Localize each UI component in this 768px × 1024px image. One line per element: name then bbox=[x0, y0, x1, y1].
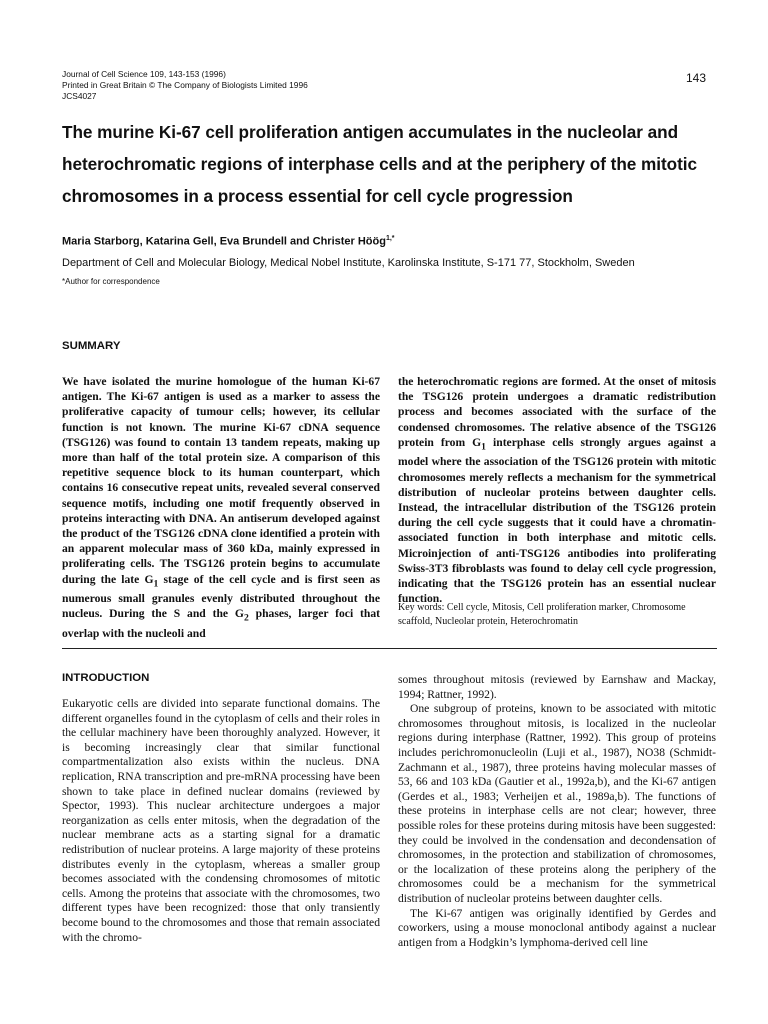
correspondence-note: *Author for correspondence bbox=[62, 277, 160, 286]
keywords: Key words: Cell cycle, Mitosis, Cell proliferation marker, Chromosome scaffold, Nucleolar protein, Heterochromatin bbox=[398, 602, 686, 627]
paper-title: The murine Ki-67 cell proliferation antigen accumulates in the nucleolar and heterochromatic regions of interphase cells and at the periphery of the mitotic chromosomes in a process essential for cell cycle progression bbox=[62, 122, 697, 206]
page-number: 143 bbox=[686, 71, 707, 85]
journal-copyright: Printed in Great Britain © The Company of Biologists Limited 1996 bbox=[62, 80, 308, 90]
introduction-heading: INTRODUCTION bbox=[62, 672, 150, 684]
introduction-left-column bbox=[62, 697, 380, 945]
author-marks: 1,* bbox=[385, 235, 395, 242]
subscript: 2 bbox=[243, 612, 249, 624]
summary-paragraph-left bbox=[62, 374, 380, 641]
summary-text: phases, larger foci that overlap with the nucleoli and bbox=[62, 607, 380, 640]
journal-code: JCS4027 bbox=[62, 91, 97, 101]
author-names: Maria Starborg, Katarina Gell, Eva Brundell and Christer Höög bbox=[62, 235, 386, 248]
introduction-right-column bbox=[398, 673, 716, 950]
subscript: 1 bbox=[481, 441, 486, 453]
journal-citation: Journal of Cell Science 109, 143-153 (1996) bbox=[62, 69, 226, 79]
summary-right-column bbox=[398, 374, 716, 606]
summary-text: the heterochromatic regions are formed. At the onset of mitosis the TSG126 protein undergoes a dramatic redistribution process and becomes associated with the surface of the condensed chromosomes. The relative absence of the TSG126 protein from G bbox=[398, 375, 716, 449]
introduction-paragraph: somes throughout mitosis (reviewed by Earnshaw and Mackay, 1994; Rattner, 1992). bbox=[398, 673, 716, 701]
introduction-paragraph: One subgroup of proteins, known to be associated with mitotic chromosomes throughout mitosis, is localized in the nucleolar regions during interphase (Rattner, 1992). This group of proteins includes perichromonucleolin (Luji et al., 1987), NO38 (Schmidt-Zachmann et al., 1987), three proteins having molecular masses of 53, 66 and 103 kDa (Gautier et al., 1992a,b), and the Ki-67 antigen (Gerdes et al., 1983; Verheijen et al., 1989a,b). The functions of these proteins in interphase cells are not clear; however, three possible roles for these proteins during mitosis have been suggested: they could be involved in the condensation and decondensation of chromosomes, in the protection and stabilization of chromosomes, or the localization of these proteins along the periphery of the chromosomes could be a mechanism for the symmetrical distribution of nucleolar proteins between daughter cells. bbox=[398, 702, 716, 905]
summary-heading: SUMMARY bbox=[62, 340, 121, 352]
introduction-paragraph: Eukaryotic cells are divided into separate functional domains. The different organelles found in the cytoplasm of cells and their roles in the cellular machinery have been thoroughly analyzed. However, it is becoming increasingly clear that similar functional compartmentalization also exists within the nucleus. DNA replication, RNA transcription and pre-mRNA processing have been shown to take place in defined nuclear domains (reviewed by Spector, 1993). This nuclear architecture undergoes a major reorganization as cells enter mitosis, when the degradation of the nuclear membrane acts as a starting signal for a dramatic redistribution of nuclear proteins. A large majority of these proteins distributes evenly in the cytoplasm, whereas a smaller group becomes associated with the condensing chromosomes of mitotic cells. Among the proteins that associate with the chromosomes, two different types have been recognized: those that only transiently become bound to the chromosomes and those that remain associated with the chromo- bbox=[62, 697, 380, 944]
affiliation: Department of Cell and Molecular Biology, Medical Nobel Institute, Karolinska Institute, S-171 77, Stockholm, Sweden bbox=[62, 257, 635, 269]
introduction-paragraph: The Ki-67 antigen was originally identified by Gerdes and coworkers, using a mouse monoclonal antibody against a nuclear antigen from a Hodgkin’s lymphoma-derived cell line bbox=[398, 906, 716, 949]
summary-text: We have isolated the murine homologue of the human Ki-67 antigen. The Ki-67 antigen is used as a marker to assess the proliferative capacity of tumour cells; however, its cellular function is not known. The murine Ki-67 cDNA sequence (TSG126) was found to contain 13 tandem repeats, making up more than half of the total protein size. A comparison of this repetitive sequence block to its human counterpart, which contains 16 consecutive repeat units, revealed several conserved sequence motifs, including one motif frequently observed in proteins interacting with DNA. An antiserum developed against the product of the TSG126 cDNA clone identified a protein with an apparent molecular mass of 360 kDa, mainly expressed in proliferating cells. The TSG126 protein begins to accumulate during the late G bbox=[62, 375, 380, 586]
journal-info bbox=[62, 69, 308, 102]
section-divider bbox=[62, 648, 717, 649]
summary-text: interphase cells strongly argues against a model where the association of the TSG126 protein with mitotic chromosomes merely reflects a mechanism for the symmetrical distribution of nucleolar proteins between daughter cells. Instead, the intracellular distribution of the TSG126 protein during the cell cycle suggests that it could have a chromatin-associated function in both interphase and mitotic cells. Microinjection of anti-TSG126 antibodies into proliferating Swiss-3T3 fibroblasts was found to delay cell cycle progression, indicating that the TSG126 protein has an essential nuclear function. bbox=[398, 435, 716, 606]
author-list bbox=[62, 235, 395, 248]
subscript: 1 bbox=[153, 577, 159, 589]
summary-text: stage of the cell cycle and is first seen as numerous small granules evenly distributed throughout the nucleus. During the S and the G bbox=[62, 572, 380, 621]
summary-left-column bbox=[62, 374, 380, 641]
summary-paragraph-right bbox=[398, 374, 716, 606]
